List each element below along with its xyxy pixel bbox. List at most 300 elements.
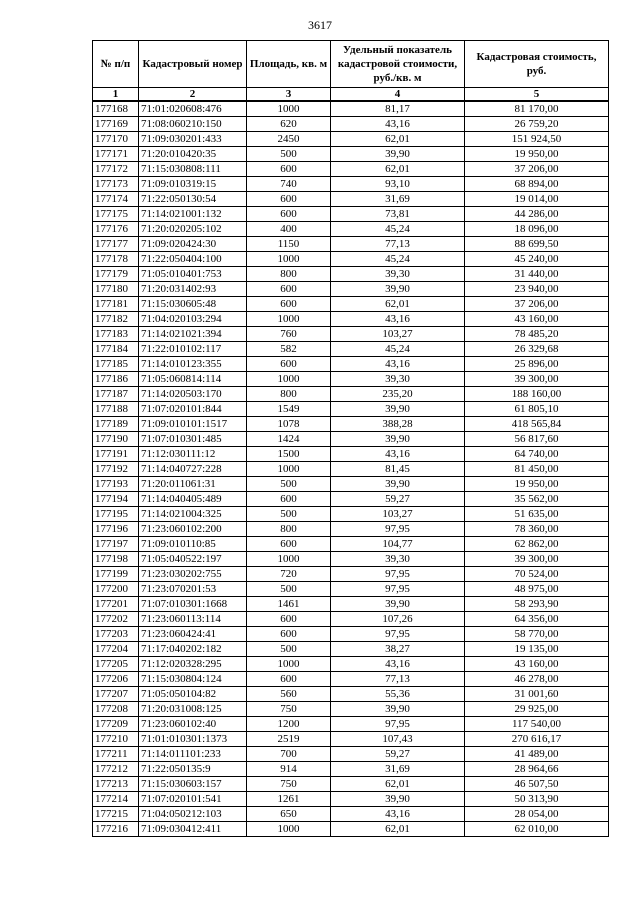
- area: 1000: [247, 657, 331, 672]
- cadastral-cost: 64 740,00: [465, 447, 609, 462]
- row-index: 177179: [93, 267, 139, 282]
- area: 600: [247, 297, 331, 312]
- row-index: 177187: [93, 387, 139, 402]
- area: 800: [247, 387, 331, 402]
- cadastral-cost: 44 286,00: [465, 207, 609, 222]
- row-index: 177177: [93, 237, 139, 252]
- row-index: 177206: [93, 672, 139, 687]
- cadastral-cost: 31 440,00: [465, 267, 609, 282]
- row-index: 177189: [93, 417, 139, 432]
- cadastral-number: 71:20:010420:35: [139, 147, 247, 162]
- table-row: [93, 267, 609, 282]
- cadastral-number: 71:14:020503:170: [139, 387, 247, 402]
- table-row: [93, 132, 609, 147]
- cadastral-table: [92, 40, 609, 837]
- area: 1261: [247, 792, 331, 807]
- row-index: 177170: [93, 132, 139, 147]
- cadastral-number: 71:14:040727:228: [139, 462, 247, 477]
- area: 500: [247, 477, 331, 492]
- row-index: 177181: [93, 297, 139, 312]
- cadastral-number: 71:08:060210:150: [139, 117, 247, 132]
- cadastral-cost: 41 489,00: [465, 747, 609, 762]
- header-row: [93, 41, 609, 88]
- area: 800: [247, 522, 331, 537]
- table-row: [93, 507, 609, 522]
- table-row: [93, 732, 609, 747]
- cadastral-cost: 58 293,90: [465, 597, 609, 612]
- table-row: [93, 807, 609, 822]
- cadastral-cost: 26 329,68: [465, 342, 609, 357]
- area: 600: [247, 672, 331, 687]
- row-index: 177199: [93, 567, 139, 582]
- row-index: 177168: [93, 101, 139, 117]
- row-index: 177171: [93, 147, 139, 162]
- area: 1000: [247, 462, 331, 477]
- specific-value: 59,27: [331, 747, 465, 762]
- area: 1000: [247, 252, 331, 267]
- specific-value: 81,17: [331, 101, 465, 117]
- cadastral-number: 71:22:010102:117: [139, 342, 247, 357]
- specific-value: 73,81: [331, 207, 465, 222]
- cadastral-cost: 51 635,00: [465, 507, 609, 522]
- row-index: 177176: [93, 222, 139, 237]
- column-number: 3: [247, 88, 331, 102]
- specific-value: 62,01: [331, 132, 465, 147]
- cadastral-cost: 58 770,00: [465, 627, 609, 642]
- table-row: [93, 822, 609, 837]
- cadastral-number: 71:23:030202:755: [139, 567, 247, 582]
- table-row: [93, 597, 609, 612]
- table-row: [93, 702, 609, 717]
- specific-value: 43,16: [331, 357, 465, 372]
- cadastral-number: 71:15:030808:111: [139, 162, 247, 177]
- cadastral-number: 71:05:010401:753: [139, 267, 247, 282]
- cadastral-cost: 23 940,00: [465, 282, 609, 297]
- cadastral-number: 71:23:060102:40: [139, 717, 247, 732]
- area: 582: [247, 342, 331, 357]
- specific-value: 31,69: [331, 192, 465, 207]
- cadastral-number: 71:15:030603:157: [139, 777, 247, 792]
- cadastral-number: 71:15:030605:48: [139, 297, 247, 312]
- header-index: № п/п: [93, 41, 139, 88]
- specific-value: 59,27: [331, 492, 465, 507]
- row-index: 177178: [93, 252, 139, 267]
- area: 2519: [247, 732, 331, 747]
- row-index: 177183: [93, 327, 139, 342]
- column-number-row: [93, 88, 609, 102]
- table-row: [93, 522, 609, 537]
- header-specific-value: Удельный показатель кадастровой стоимости, руб./кв. м: [331, 41, 465, 88]
- cadastral-number: 71:01:010301:1373: [139, 732, 247, 747]
- cadastral-number: 71:14:040405:489: [139, 492, 247, 507]
- cadastral-number: 71:14:011101:233: [139, 747, 247, 762]
- specific-value: 62,01: [331, 297, 465, 312]
- area: 1078: [247, 417, 331, 432]
- cadastral-number: 71:23:070201:53: [139, 582, 247, 597]
- table-row: [93, 177, 609, 192]
- cadastral-number: 71:05:040522:197: [139, 552, 247, 567]
- cadastral-number: 71:09:030412:411: [139, 822, 247, 837]
- table-row: [93, 147, 609, 162]
- specific-value: 103,27: [331, 507, 465, 522]
- table-row: [93, 222, 609, 237]
- cadastral-cost: 117 540,00: [465, 717, 609, 732]
- table-row: [93, 372, 609, 387]
- area: 1000: [247, 101, 331, 117]
- header-cadastral-number: Кадастровый номер: [139, 41, 247, 88]
- table-row: [93, 567, 609, 582]
- area: 600: [247, 192, 331, 207]
- cadastral-number: 71:04:050212:103: [139, 807, 247, 822]
- specific-value: 39,30: [331, 372, 465, 387]
- cadastral-cost: 37 206,00: [465, 162, 609, 177]
- row-index: 177172: [93, 162, 139, 177]
- cadastral-cost: 78 360,00: [465, 522, 609, 537]
- cadastral-number: 71:09:010319:15: [139, 177, 247, 192]
- area: 560: [247, 687, 331, 702]
- row-index: 177197: [93, 537, 139, 552]
- cadastral-cost: 26 759,20: [465, 117, 609, 132]
- row-index: 177200: [93, 582, 139, 597]
- cadastral-number: 71:07:020101:541: [139, 792, 247, 807]
- table-row: [93, 101, 609, 117]
- specific-value: 43,16: [331, 807, 465, 822]
- area: 720: [247, 567, 331, 582]
- cadastral-cost: 46 507,50: [465, 777, 609, 792]
- area: 700: [247, 747, 331, 762]
- table-row: [93, 207, 609, 222]
- cadastral-cost: 62 010,00: [465, 822, 609, 837]
- cadastral-cost: 29 925,00: [465, 702, 609, 717]
- table-row: [93, 402, 609, 417]
- table-row: [93, 687, 609, 702]
- row-index: 177201: [93, 597, 139, 612]
- cadastral-cost: 37 206,00: [465, 297, 609, 312]
- table-row: [93, 672, 609, 687]
- specific-value: 39,90: [331, 792, 465, 807]
- cadastral-cost: 68 894,00: [465, 177, 609, 192]
- area: 1549: [247, 402, 331, 417]
- cadastral-number: 71:05:060814:114: [139, 372, 247, 387]
- specific-value: 39,90: [331, 432, 465, 447]
- area: 914: [247, 762, 331, 777]
- table-row: [93, 462, 609, 477]
- area: 600: [247, 207, 331, 222]
- specific-value: 97,95: [331, 717, 465, 732]
- row-index: 177184: [93, 342, 139, 357]
- row-index: 177186: [93, 372, 139, 387]
- cadastral-number: 71:09:030201:433: [139, 132, 247, 147]
- table-row: [93, 582, 609, 597]
- row-index: 177211: [93, 747, 139, 762]
- area: 650: [247, 807, 331, 822]
- table-row: [93, 192, 609, 207]
- specific-value: 43,16: [331, 447, 465, 462]
- area: 1000: [247, 372, 331, 387]
- cadastral-cost: 45 240,00: [465, 252, 609, 267]
- specific-value: 45,24: [331, 252, 465, 267]
- row-index: 177180: [93, 282, 139, 297]
- cadastral-number: 71:12:030111:12: [139, 447, 247, 462]
- cadastral-cost: 81 170,00: [465, 101, 609, 117]
- cadastral-cost: 62 862,00: [465, 537, 609, 552]
- area: 740: [247, 177, 331, 192]
- cadastral-cost: 70 524,00: [465, 567, 609, 582]
- table-row: [93, 417, 609, 432]
- area: 500: [247, 582, 331, 597]
- table-row: [93, 792, 609, 807]
- area: 600: [247, 282, 331, 297]
- cadastral-cost: 188 160,00: [465, 387, 609, 402]
- table-row: [93, 117, 609, 132]
- specific-value: 43,16: [331, 657, 465, 672]
- cadastral-cost: 28 964,66: [465, 762, 609, 777]
- cadastral-number: 71:20:031008:125: [139, 702, 247, 717]
- specific-value: 39,90: [331, 597, 465, 612]
- row-index: 177196: [93, 522, 139, 537]
- specific-value: 93,10: [331, 177, 465, 192]
- cadastral-cost: 64 356,00: [465, 612, 609, 627]
- cadastral-cost: 151 924,50: [465, 132, 609, 147]
- cadastral-number: 71:22:050130:54: [139, 192, 247, 207]
- table-row: [93, 357, 609, 372]
- specific-value: 55,36: [331, 687, 465, 702]
- row-index: 177204: [93, 642, 139, 657]
- area: 2450: [247, 132, 331, 147]
- area: 600: [247, 612, 331, 627]
- cadastral-number: 71:15:030804:124: [139, 672, 247, 687]
- cadastral-cost: 61 805,10: [465, 402, 609, 417]
- column-number: 1: [93, 88, 139, 102]
- cadastral-cost: 19 950,00: [465, 147, 609, 162]
- row-index: 177182: [93, 312, 139, 327]
- cadastral-number: 71:20:020205:102: [139, 222, 247, 237]
- cadastral-number: 71:14:010123:355: [139, 357, 247, 372]
- specific-value: 97,95: [331, 522, 465, 537]
- specific-value: 39,30: [331, 267, 465, 282]
- specific-value: 38,27: [331, 642, 465, 657]
- row-index: 177210: [93, 732, 139, 747]
- row-index: 177212: [93, 762, 139, 777]
- cadastral-number: 71:23:060113:114: [139, 612, 247, 627]
- specific-value: 235,20: [331, 387, 465, 402]
- row-index: 177188: [93, 402, 139, 417]
- specific-value: 104,77: [331, 537, 465, 552]
- cadastral-cost: 35 562,00: [465, 492, 609, 507]
- specific-value: 97,95: [331, 567, 465, 582]
- row-index: 177190: [93, 432, 139, 447]
- table-row: [93, 162, 609, 177]
- area: 1424: [247, 432, 331, 447]
- specific-value: 388,28: [331, 417, 465, 432]
- area: 800: [247, 267, 331, 282]
- row-index: 177209: [93, 717, 139, 732]
- table-row: [93, 552, 609, 567]
- table-row: [93, 342, 609, 357]
- area: 500: [247, 507, 331, 522]
- cadastral-number: 71:09:020424:30: [139, 237, 247, 252]
- cadastral-number: 71:20:031402:93: [139, 282, 247, 297]
- cadastral-number: 71:14:021021:394: [139, 327, 247, 342]
- cadastral-cost: 56 817,60: [465, 432, 609, 447]
- row-index: 177203: [93, 627, 139, 642]
- table-row: [93, 282, 609, 297]
- row-index: 177216: [93, 822, 139, 837]
- cadastral-cost: 18 096,00: [465, 222, 609, 237]
- row-index: 177192: [93, 462, 139, 477]
- table-row: [93, 492, 609, 507]
- cadastral-cost: 270 616,17: [465, 732, 609, 747]
- table-row: [93, 537, 609, 552]
- cadastral-cost: 78 485,20: [465, 327, 609, 342]
- area: 620: [247, 117, 331, 132]
- area: 760: [247, 327, 331, 342]
- cadastral-number: 71:12:020328:295: [139, 657, 247, 672]
- table-row: [93, 252, 609, 267]
- cadastral-number: 71:14:021004:325: [139, 507, 247, 522]
- area: 750: [247, 777, 331, 792]
- row-index: 177194: [93, 492, 139, 507]
- row-index: 177215: [93, 807, 139, 822]
- specific-value: 39,90: [331, 147, 465, 162]
- table-row: [93, 387, 609, 402]
- cadastral-cost: 19 014,00: [465, 192, 609, 207]
- cadastral-number: 71:20:011061:31: [139, 477, 247, 492]
- row-index: 177207: [93, 687, 139, 702]
- area: 600: [247, 162, 331, 177]
- area: 600: [247, 357, 331, 372]
- table-row: [93, 312, 609, 327]
- table-row: [93, 747, 609, 762]
- table-row: [93, 447, 609, 462]
- cadastral-number: 71:07:010301:1668: [139, 597, 247, 612]
- area: 1500: [247, 447, 331, 462]
- header-area: Площадь, кв. м: [247, 41, 331, 88]
- area: 1000: [247, 822, 331, 837]
- area: 500: [247, 642, 331, 657]
- area: 1000: [247, 312, 331, 327]
- specific-value: 39,30: [331, 552, 465, 567]
- cadastral-cost: 19 950,00: [465, 477, 609, 492]
- cadastral-cost: 88 699,50: [465, 237, 609, 252]
- specific-value: 45,24: [331, 342, 465, 357]
- cadastral-cost: 418 565,84: [465, 417, 609, 432]
- table-row: [93, 777, 609, 792]
- cadastral-number: 71:09:010101:1517: [139, 417, 247, 432]
- row-index: 177208: [93, 702, 139, 717]
- cadastral-cost: 81 450,00: [465, 462, 609, 477]
- cadastral-number: 71:09:010110:85: [139, 537, 247, 552]
- specific-value: 62,01: [331, 777, 465, 792]
- row-index: 177169: [93, 117, 139, 132]
- specific-value: 107,43: [331, 732, 465, 747]
- header-cadastral-cost: Кадастровая стоимость, руб.: [465, 41, 609, 88]
- cadastral-number: 71:04:020103:294: [139, 312, 247, 327]
- specific-value: 77,13: [331, 237, 465, 252]
- cadastral-cost: 31 001,60: [465, 687, 609, 702]
- area: 1200: [247, 717, 331, 732]
- row-index: 177185: [93, 357, 139, 372]
- page-number: 3617: [308, 18, 332, 32]
- area: 600: [247, 492, 331, 507]
- table-row: [93, 297, 609, 312]
- specific-value: 31,69: [331, 762, 465, 777]
- specific-value: 62,01: [331, 162, 465, 177]
- cadastral-number: 71:17:040202:182: [139, 642, 247, 657]
- row-index: 177173: [93, 177, 139, 192]
- specific-value: 81,45: [331, 462, 465, 477]
- cadastral-number: 71:05:050104:82: [139, 687, 247, 702]
- table-row: [93, 237, 609, 252]
- cadastral-number: 71:23:060102:200: [139, 522, 247, 537]
- cadastral-number: 71:14:021001:132: [139, 207, 247, 222]
- table-row: [93, 612, 609, 627]
- area: 1461: [247, 597, 331, 612]
- column-number: 4: [331, 88, 465, 102]
- cadastral-cost: 48 975,00: [465, 582, 609, 597]
- cadastral-cost: 39 300,00: [465, 552, 609, 567]
- cadastral-cost: 39 300,00: [465, 372, 609, 387]
- row-index: 177202: [93, 612, 139, 627]
- table-row: [93, 762, 609, 777]
- cadastral-cost: 19 135,00: [465, 642, 609, 657]
- cadastral-cost: 50 313,90: [465, 792, 609, 807]
- cadastral-number: 71:22:050404:100: [139, 252, 247, 267]
- specific-value: 43,16: [331, 117, 465, 132]
- table-row: [93, 477, 609, 492]
- row-index: 177213: [93, 777, 139, 792]
- column-number: 2: [139, 88, 247, 102]
- specific-value: 62,01: [331, 822, 465, 837]
- row-index: 177193: [93, 477, 139, 492]
- specific-value: 39,90: [331, 282, 465, 297]
- specific-value: 77,13: [331, 672, 465, 687]
- specific-value: 97,95: [331, 582, 465, 597]
- cadastral-number: 71:22:050135:9: [139, 762, 247, 777]
- cadastral-number: 71:07:020101:844: [139, 402, 247, 417]
- table-body: [93, 101, 609, 837]
- cadastral-cost: 25 896,00: [465, 357, 609, 372]
- table-row: [93, 327, 609, 342]
- row-index: 177174: [93, 192, 139, 207]
- specific-value: 45,24: [331, 222, 465, 237]
- table-row: [93, 657, 609, 672]
- specific-value: 97,95: [331, 627, 465, 642]
- specific-value: 39,90: [331, 402, 465, 417]
- area: 1150: [247, 237, 331, 252]
- specific-value: 43,16: [331, 312, 465, 327]
- cadastral-number: 71:23:060424:41: [139, 627, 247, 642]
- row-index: 177175: [93, 207, 139, 222]
- specific-value: 107,26: [331, 612, 465, 627]
- table-row: [93, 642, 609, 657]
- area: 1000: [247, 552, 331, 567]
- cadastral-cost: 46 278,00: [465, 672, 609, 687]
- table-row: [93, 627, 609, 642]
- area: 600: [247, 627, 331, 642]
- cadastral-number: 71:07:010301:485: [139, 432, 247, 447]
- row-index: 177205: [93, 657, 139, 672]
- cadastral-cost: 43 160,00: [465, 657, 609, 672]
- area: 500: [247, 147, 331, 162]
- row-index: 177198: [93, 552, 139, 567]
- cadastral-cost: 28 054,00: [465, 807, 609, 822]
- row-index: 177195: [93, 507, 139, 522]
- area: 400: [247, 222, 331, 237]
- table-row: [93, 717, 609, 732]
- column-number: 5: [465, 88, 609, 102]
- row-index: 177214: [93, 792, 139, 807]
